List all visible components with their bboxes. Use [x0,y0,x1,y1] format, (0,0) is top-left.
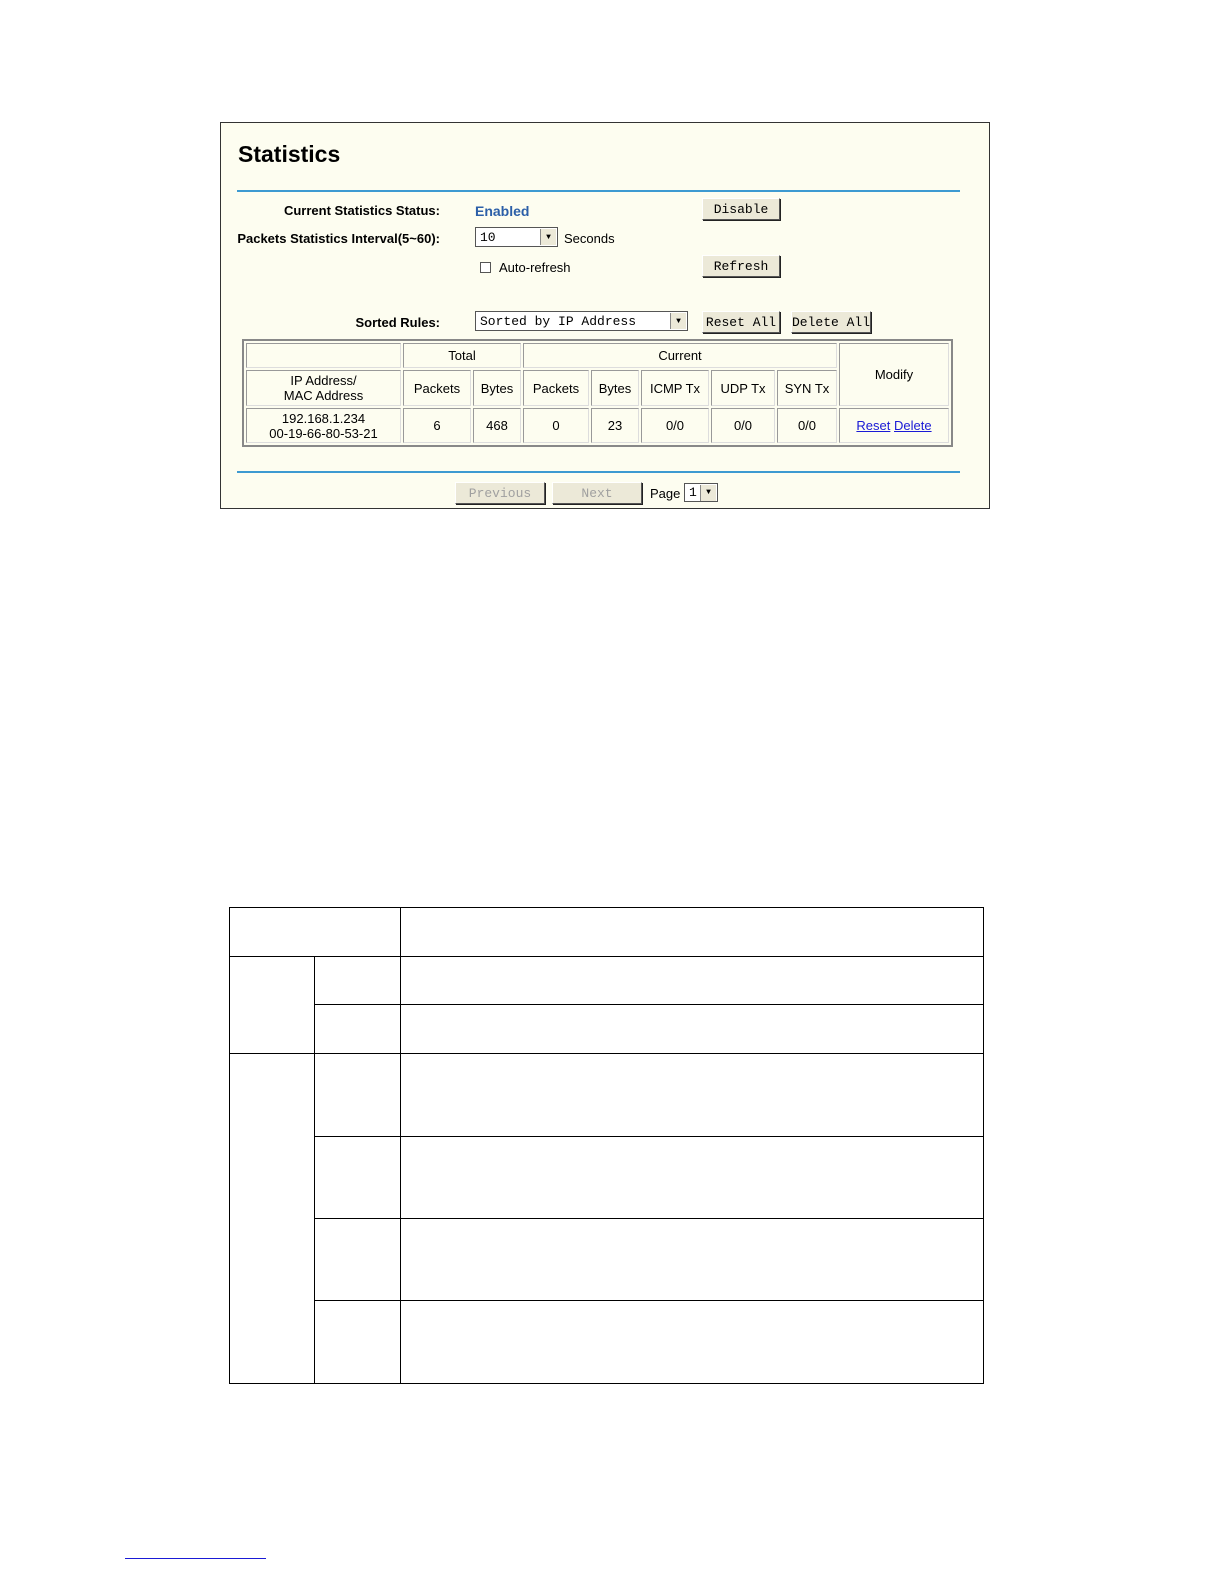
udp-tx-cell: 0/0 [711,408,775,443]
description-table [229,907,984,1384]
current-bytes-header: Bytes [591,370,639,406]
table-cell [400,1005,983,1054]
table-row [246,408,949,443]
table-cell [400,1054,983,1137]
footnote-divider [125,1558,266,1559]
table-cell [400,908,983,957]
modify-header: Modify [839,343,949,406]
udp-tx-header: UDP Tx [711,370,775,406]
sorted-rules-select[interactable] [475,311,688,331]
total-packets-header: Packets [403,370,471,406]
previous-button[interactable]: Previous [455,482,545,504]
total-group-header: Total [403,343,521,368]
chevron-down-icon[interactable]: ▼ [540,229,556,245]
syn-tx-header: SYN Tx [777,370,837,406]
statistics-table [242,339,953,447]
mac-header-line: MAC Address [283,388,364,403]
icmp-tx-cell: 0/0 [641,408,709,443]
table-cell [314,1005,400,1054]
bottom-divider [237,471,960,473]
page-value: 1 [689,485,697,500]
table-cell [230,957,315,1054]
total-bytes-cell: 468 [473,408,521,443]
modify-cell [839,408,949,443]
refresh-button[interactable]: Refresh [702,255,780,277]
current-packets-cell: 0 [523,408,589,443]
total-packets-cell: 6 [403,408,471,443]
delete-link[interactable]: Delete [894,418,932,433]
table-cell [314,957,400,1005]
next-button[interactable]: Next [552,482,642,504]
table-cell [400,957,983,1005]
sorted-rules-value: Sorted by IP Address [480,313,637,329]
interval-value: 10 [480,229,496,245]
current-packets-header: Packets [523,370,589,406]
ip-mac-cell [246,408,401,443]
chevron-down-icon[interactable]: ▼ [670,313,686,329]
table-cell [230,908,401,957]
reset-all-button[interactable]: Reset All [702,311,780,333]
table-cell [314,1054,400,1137]
top-divider [237,190,960,192]
interval-select[interactable] [475,227,558,247]
ip-address: 192.168.1.234 [281,410,366,426]
current-group-header: Current [523,343,837,368]
reset-link[interactable]: Reset [856,418,891,433]
ip-header-line: IP Address/ [290,373,357,388]
syn-tx-cell: 0/0 [777,408,837,443]
sorted-rules-label: Sorted Rules: [355,315,440,330]
table-cell [400,1219,983,1301]
delete-all-button[interactable]: Delete All [791,311,871,333]
statistics-panel [220,122,990,509]
empty-header-cell [246,343,401,368]
total-bytes-header: Bytes [473,370,521,406]
table-cell [314,1137,400,1219]
auto-refresh-label: Auto-refresh [499,260,571,275]
table-cell [314,1301,400,1384]
interval-unit: Seconds [564,231,615,246]
icmp-tx-header: ICMP Tx [641,370,709,406]
table-cell [314,1219,400,1301]
chevron-down-icon[interactable]: ▼ [700,485,716,501]
disable-button[interactable]: Disable [702,198,780,220]
table-cell [400,1137,983,1219]
table-cell [230,1054,315,1384]
page-title: Statistics [238,141,341,167]
page-label: Page [650,486,681,501]
ip-mac-header [246,370,401,406]
status-label: Current Statistics Status: [283,203,440,218]
interval-label: Packets Statistics Interval(5~60): [237,231,440,246]
current-bytes-cell: 23 [591,408,639,443]
mac-address: 00-19-66-80-53-21 [269,425,378,441]
page-select[interactable] [684,483,718,502]
table-cell [400,1301,983,1384]
auto-refresh-checkbox[interactable] [480,262,491,273]
status-value: Enabled [475,203,530,219]
